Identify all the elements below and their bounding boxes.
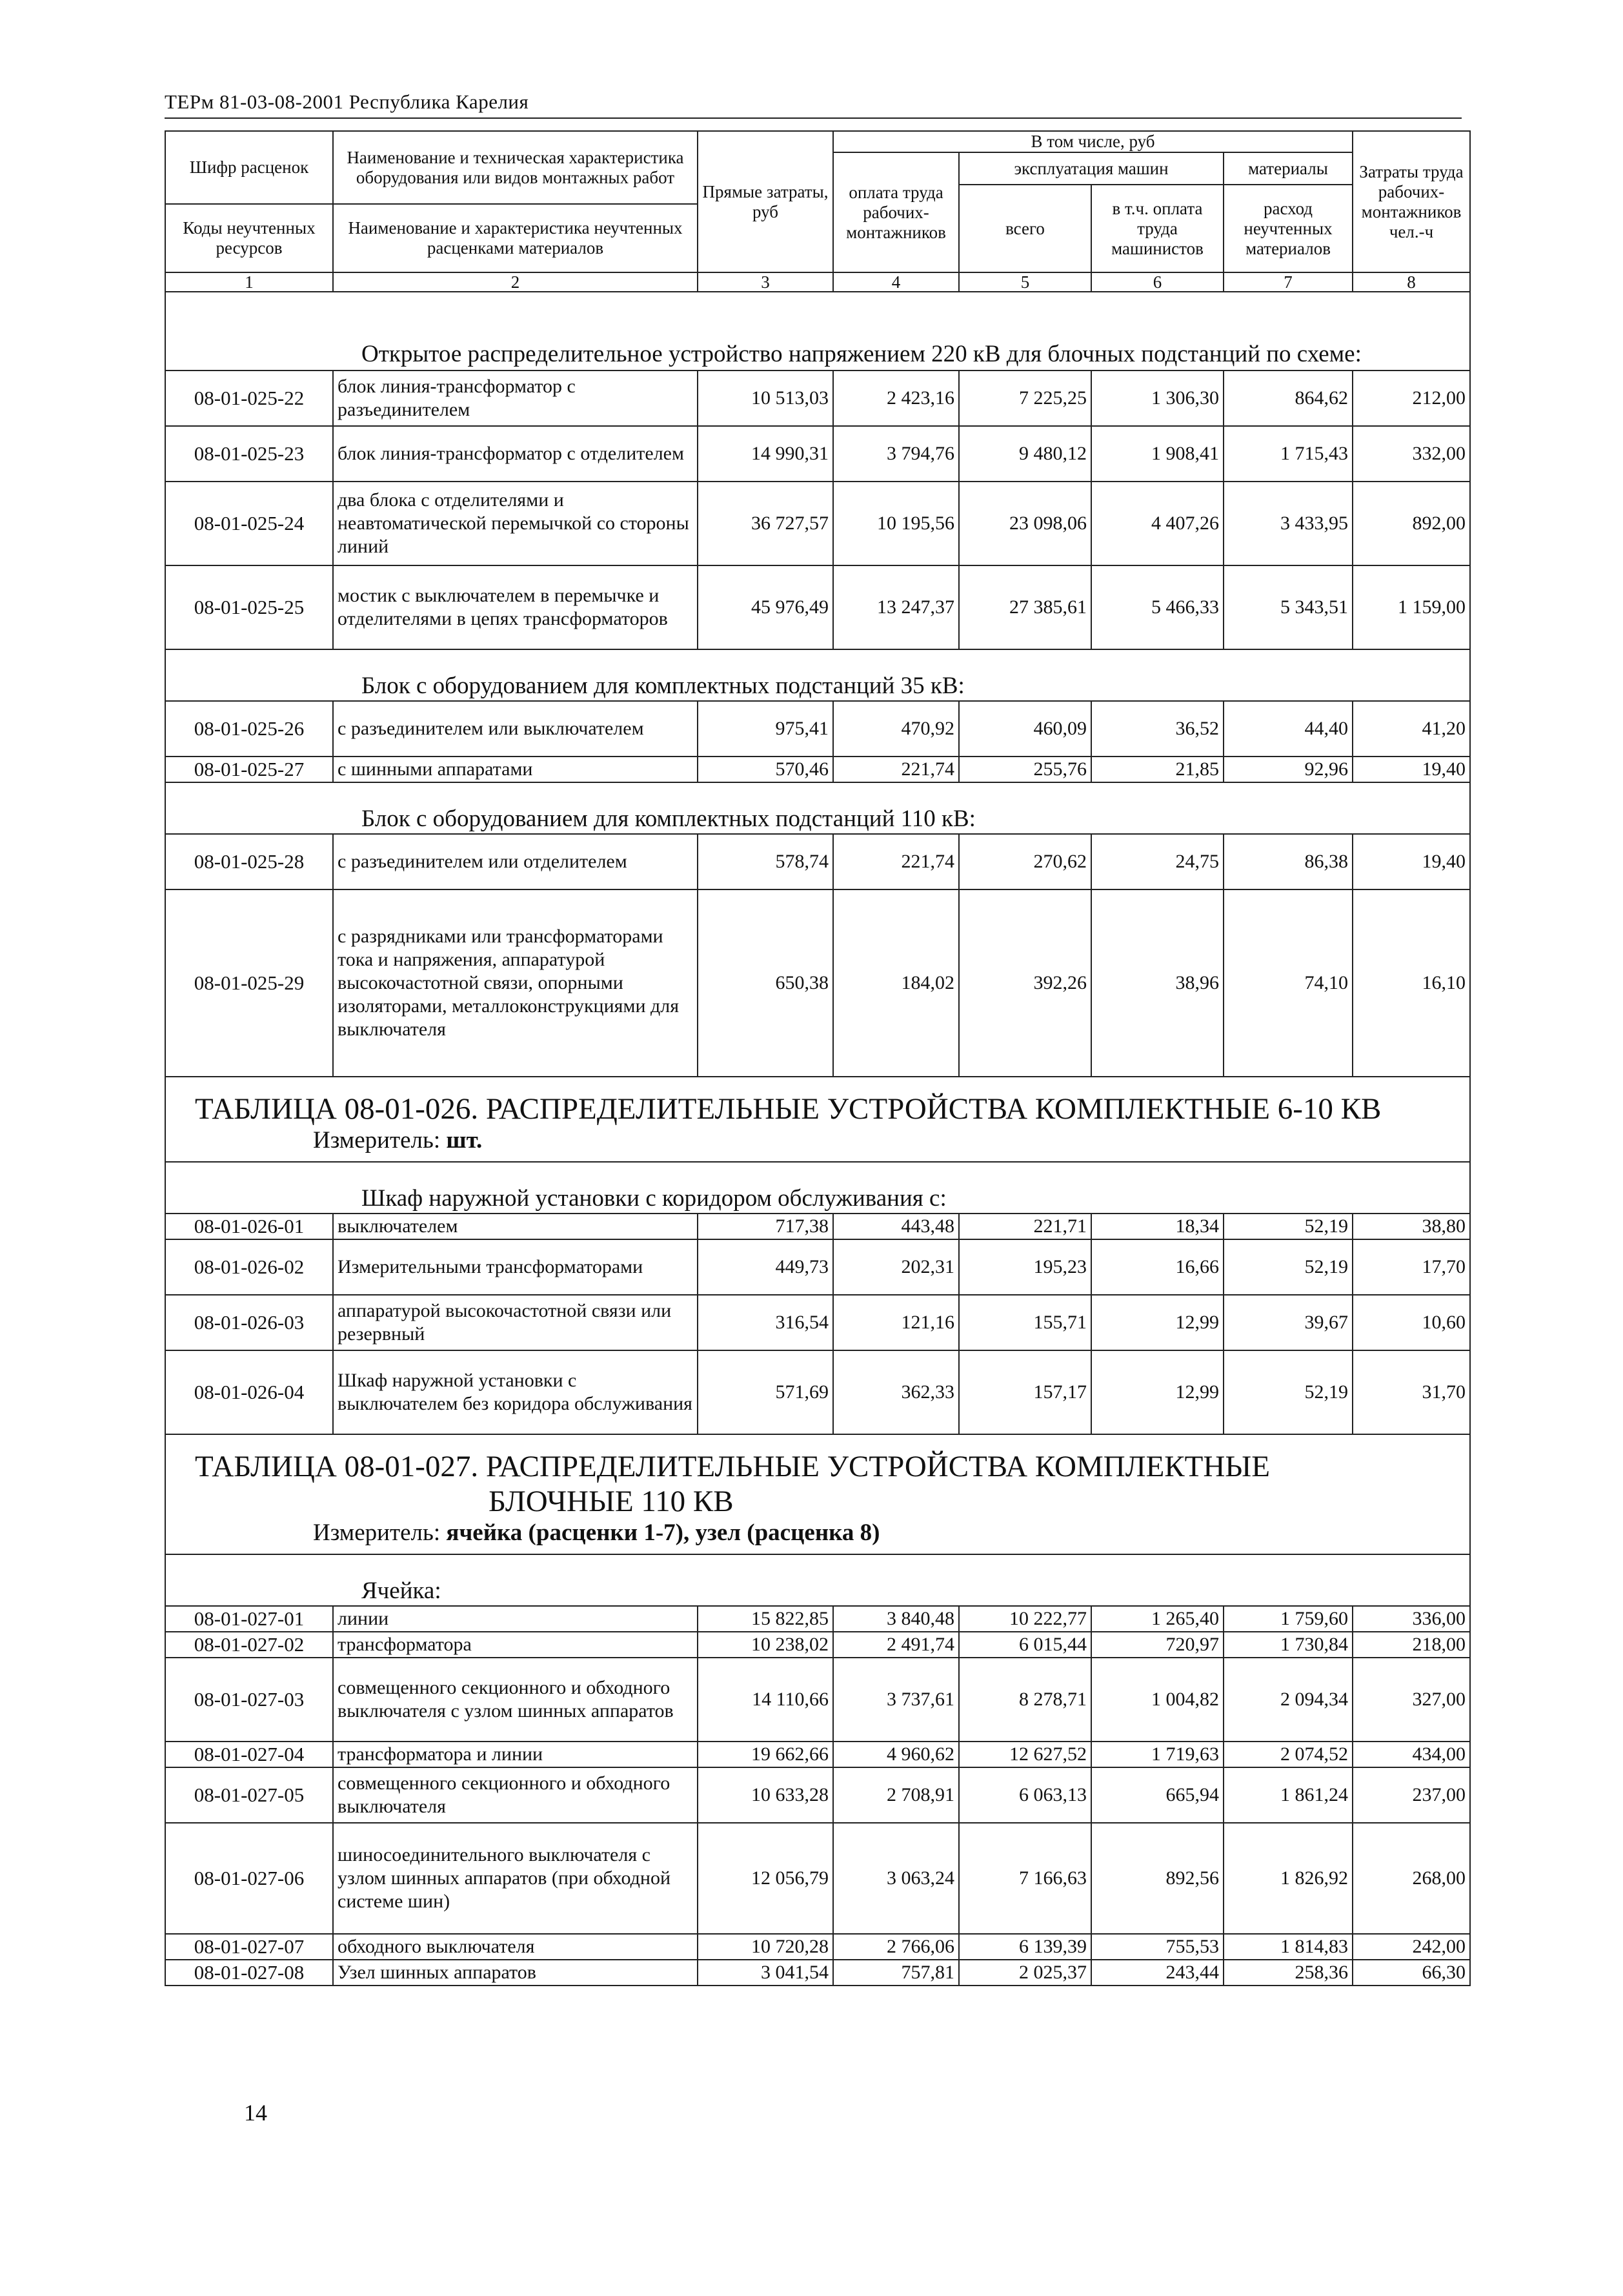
row-machine-labor: 12,99 <box>1091 1295 1224 1350</box>
row-direct: 717,38 <box>698 1214 833 1239</box>
col-header-materials-name: Наименование и характеристика неучтенных расценками материалов <box>333 204 698 272</box>
row-machines: 7 166,63 <box>959 1823 1091 1934</box>
row-hours: 237,00 <box>1353 1767 1470 1823</box>
row-direct: 45 976,49 <box>698 565 833 649</box>
row-hours: 17,70 <box>1353 1239 1470 1295</box>
row-materials: 74,10 <box>1224 889 1353 1077</box>
row-code: 08-01-027-01 <box>165 1606 333 1632</box>
row-direct: 578,74 <box>698 834 833 889</box>
col-number: 8 <box>1353 272 1470 292</box>
row-name: Узел шинных аппаратов <box>333 1960 698 1986</box>
row-labor: 3 840,48 <box>833 1606 959 1632</box>
row-direct: 10 633,28 <box>698 1767 833 1823</box>
section-heading: Ячейка: <box>165 1554 1470 1606</box>
row-direct: 10 513,03 <box>698 371 833 426</box>
row-code: 08-01-027-03 <box>165 1658 333 1742</box>
row-labor: 470,92 <box>833 701 959 757</box>
row-code: 08-01-027-07 <box>165 1934 333 1960</box>
row-code: 08-01-026-04 <box>165 1350 333 1434</box>
row-machines: 460,09 <box>959 701 1091 757</box>
row-machines: 23 098,06 <box>959 482 1091 565</box>
row-machine-labor: 1 265,40 <box>1091 1606 1224 1632</box>
meter-label: Измеритель: <box>313 1127 441 1153</box>
row-machines: 155,71 <box>959 1295 1091 1350</box>
row-labor: 757,81 <box>833 1960 959 1986</box>
row-machines: 27 385,61 <box>959 565 1091 649</box>
table-027-title-line-1: ТАБЛИЦА 08-01-027. РАСПРЕДЕЛИТЕЛЬНЫЕ УСТРОЙСТВА КОМПЛЕКТНЫЕ <box>165 1434 1470 1484</box>
row-direct: 19 662,66 <box>698 1742 833 1767</box>
row-direct: 10 720,28 <box>698 1934 833 1960</box>
row-materials: 2 094,34 <box>1224 1658 1353 1742</box>
row-code: 08-01-027-04 <box>165 1742 333 1767</box>
row-hours: 242,00 <box>1353 1934 1470 1960</box>
row-name: мостик с выключателем в перемычке и отделителями в цепях трансформаторов <box>333 565 698 649</box>
row-direct: 570,46 <box>698 757 833 782</box>
meter-value: ячейка (расценки 1-7), узел (расценка 8) <box>446 1519 880 1546</box>
row-materials: 39,67 <box>1224 1295 1353 1350</box>
row-direct: 12 056,79 <box>698 1823 833 1934</box>
page-number: 14 <box>244 2100 267 2126</box>
row-direct: 15 822,85 <box>698 1606 833 1632</box>
row-direct: 3 041,54 <box>698 1960 833 1986</box>
row-name: Шкаф наружной установки с выключателем без коридора обслуживания <box>333 1350 698 1434</box>
row-machines: 10 222,77 <box>959 1606 1091 1632</box>
col-header-mach-total: всего <box>959 185 1091 272</box>
row-labor: 2 423,16 <box>833 371 959 426</box>
row-code: 08-01-025-23 <box>165 426 333 482</box>
col-header-group: В том числе, руб <box>833 131 1353 152</box>
row-name: шиносоединительного выключателя с узлом шинных аппаратов (при обходной системе шин) <box>333 1823 698 1934</box>
row-materials: 3 433,95 <box>1224 482 1353 565</box>
row-hours: 218,00 <box>1353 1632 1470 1658</box>
row-machine-labor: 755,53 <box>1091 1934 1224 1960</box>
row-machines: 8 278,71 <box>959 1658 1091 1742</box>
row-labor: 443,48 <box>833 1214 959 1239</box>
row-machines: 6 015,44 <box>959 1632 1091 1658</box>
row-labor: 3 737,61 <box>833 1658 959 1742</box>
row-hours: 327,00 <box>1353 1658 1470 1742</box>
row-code: 08-01-025-25 <box>165 565 333 649</box>
row-name: с разъединителем или отделителем <box>333 834 698 889</box>
row-materials: 1 826,92 <box>1224 1823 1353 1934</box>
row-name: два блока с отделителями и неавтоматической перемычкой со стороны линий <box>333 482 698 565</box>
row-name: совмещенного секционного и обходного выключателя <box>333 1767 698 1823</box>
row-machines: 9 480,12 <box>959 426 1091 482</box>
row-machine-labor: 720,97 <box>1091 1632 1224 1658</box>
section-heading: Блок с оборудованием для комплектных подстанций 35 кВ: <box>165 649 1470 701</box>
row-materials: 1 759,60 <box>1224 1606 1353 1632</box>
row-code: 08-01-026-02 <box>165 1239 333 1295</box>
col-header-labor: оплата труда рабочих-монтажников <box>833 152 959 272</box>
row-code: 08-01-027-02 <box>165 1632 333 1658</box>
col-number: 6 <box>1091 272 1224 292</box>
row-labor: 202,31 <box>833 1239 959 1295</box>
row-hours: 268,00 <box>1353 1823 1470 1934</box>
row-code: 08-01-026-03 <box>165 1295 333 1350</box>
row-machines: 157,17 <box>959 1350 1091 1434</box>
row-machine-labor: 5 466,33 <box>1091 565 1224 649</box>
row-labor: 3 794,76 <box>833 426 959 482</box>
row-hours: 19,40 <box>1353 757 1470 782</box>
row-hours: 332,00 <box>1353 426 1470 482</box>
section-heading: Блок с оборудованием для комплектных подстанций 110 кВ: <box>165 782 1470 834</box>
row-code: 08-01-025-22 <box>165 371 333 426</box>
row-code: 08-01-027-06 <box>165 1823 333 1934</box>
row-direct: 316,54 <box>698 1295 833 1350</box>
row-machines: 221,71 <box>959 1214 1091 1239</box>
row-materials: 2 074,52 <box>1224 1742 1353 1767</box>
meter-label: Измеритель: <box>313 1519 441 1546</box>
table-027-meter <box>165 1519 1470 1554</box>
row-code: 08-01-025-24 <box>165 482 333 565</box>
row-name: совмещенного секционного и обходного выключателя с узлом шинных аппаратов <box>333 1658 698 1742</box>
row-machine-labor: 1 306,30 <box>1091 371 1224 426</box>
col-header-direct: Прямые затраты, руб <box>698 131 833 272</box>
table-026-meter <box>165 1126 1470 1162</box>
row-hours: 19,40 <box>1353 834 1470 889</box>
row-code: 08-01-027-05 <box>165 1767 333 1823</box>
row-labor: 184,02 <box>833 889 959 1077</box>
row-hours: 66,30 <box>1353 1960 1470 1986</box>
row-name: Измерительными трансформаторами <box>333 1239 698 1295</box>
col-header-mach-labor: в т.ч. оплата труда машинистов <box>1091 185 1224 272</box>
col-number: 3 <box>698 272 833 292</box>
row-hours: 1 159,00 <box>1353 565 1470 649</box>
row-name: с разъединителем или выключателем <box>333 701 698 757</box>
row-hours: 212,00 <box>1353 371 1470 426</box>
row-name: блок линия-трансформатор с отделителем <box>333 426 698 482</box>
table-026-title: ТАБЛИЦА 08-01-026. РАСПРЕДЕЛИТЕЛЬНЫЕ УСТРОЙСТВА КОМПЛЕКТНЫЕ 6-10 КВ <box>165 1077 1470 1126</box>
row-code: 08-01-025-27 <box>165 757 333 782</box>
row-hours: 434,00 <box>1353 1742 1470 1767</box>
row-labor: 13 247,37 <box>833 565 959 649</box>
row-materials: 52,19 <box>1224 1214 1353 1239</box>
row-machine-labor: 24,75 <box>1091 834 1224 889</box>
row-hours: 10,60 <box>1353 1295 1470 1350</box>
row-machine-labor: 16,66 <box>1091 1239 1224 1295</box>
row-labor: 221,74 <box>833 757 959 782</box>
row-name: линии <box>333 1606 698 1632</box>
row-direct: 14 110,66 <box>698 1658 833 1742</box>
col-number: 1 <box>165 272 333 292</box>
row-materials: 86,38 <box>1224 834 1353 889</box>
row-machines: 12 627,52 <box>959 1742 1091 1767</box>
row-name: обходного выключателя <box>333 1934 698 1960</box>
col-header-materials-cost: расход неучтенных материалов <box>1224 185 1353 272</box>
row-machines: 2 025,37 <box>959 1960 1091 1986</box>
row-labor: 362,33 <box>833 1350 959 1434</box>
row-materials: 864,62 <box>1224 371 1353 426</box>
row-labor: 2 766,06 <box>833 1934 959 1960</box>
row-materials: 1 730,84 <box>1224 1632 1353 1658</box>
col-header-materials: материалы <box>1224 152 1353 185</box>
row-materials: 52,19 <box>1224 1239 1353 1295</box>
col-number: 7 <box>1224 272 1353 292</box>
row-machine-labor: 1 908,41 <box>1091 426 1224 482</box>
row-materials: 52,19 <box>1224 1350 1353 1434</box>
row-machines: 270,62 <box>959 834 1091 889</box>
row-machine-labor: 892,56 <box>1091 1823 1224 1934</box>
row-machines: 392,26 <box>959 889 1091 1077</box>
row-machine-labor: 665,94 <box>1091 1767 1224 1823</box>
row-code: 08-01-025-29 <box>165 889 333 1077</box>
row-direct: 571,69 <box>698 1350 833 1434</box>
row-labor: 2 708,91 <box>833 1767 959 1823</box>
row-direct: 449,73 <box>698 1239 833 1295</box>
row-machine-labor: 4 407,26 <box>1091 482 1224 565</box>
row-hours: 41,20 <box>1353 701 1470 757</box>
row-materials: 1 715,43 <box>1224 426 1353 482</box>
col-header-name: Наименование и техническая характеристика оборудования или видов монтажных работ <box>333 131 698 204</box>
table-027-title-line-2: БЛОЧНЫЕ 110 КВ <box>165 1484 1470 1519</box>
row-code: 08-01-025-26 <box>165 701 333 757</box>
row-code: 08-01-026-01 <box>165 1214 333 1239</box>
row-labor: 3 063,24 <box>833 1823 959 1934</box>
row-materials: 5 343,51 <box>1224 565 1353 649</box>
col-header-code: Шифр расценок <box>165 131 333 204</box>
meter-value: шт. <box>446 1127 483 1153</box>
row-labor: 121,16 <box>833 1295 959 1350</box>
row-hours: 892,00 <box>1353 482 1470 565</box>
row-machine-labor: 18,34 <box>1091 1214 1224 1239</box>
rates-table <box>165 130 1471 1986</box>
row-direct: 650,38 <box>698 889 833 1077</box>
row-labor: 10 195,56 <box>833 482 959 565</box>
row-name: с шинными аппаратами <box>333 757 698 782</box>
row-machines: 6 063,13 <box>959 1767 1091 1823</box>
col-header-hours: Затраты труда рабочих-монтажников чел.-ч <box>1353 131 1470 272</box>
row-hours: 16,10 <box>1353 889 1470 1077</box>
row-machine-labor: 21,85 <box>1091 757 1224 782</box>
section-heading: Открытое распределительное устройство напряжением 220 кВ для блочных подстанций по схеме: <box>165 292 1470 371</box>
row-machines: 7 225,25 <box>959 371 1091 426</box>
row-direct: 36 727,57 <box>698 482 833 565</box>
row-labor: 4 960,62 <box>833 1742 959 1767</box>
header-rule <box>165 117 1462 119</box>
row-materials: 1 814,83 <box>1224 1934 1353 1960</box>
row-labor: 2 491,74 <box>833 1632 959 1658</box>
col-number: 4 <box>833 272 959 292</box>
row-labor: 221,74 <box>833 834 959 889</box>
col-header-resource-codes: Коды неучтенных ресурсов <box>165 204 333 272</box>
row-code: 08-01-025-28 <box>165 834 333 889</box>
row-materials: 44,40 <box>1224 701 1353 757</box>
row-machines: 195,23 <box>959 1239 1091 1295</box>
row-machine-labor: 12,99 <box>1091 1350 1224 1434</box>
row-hours: 38,80 <box>1353 1214 1470 1239</box>
row-materials: 258,36 <box>1224 1960 1353 1986</box>
row-materials: 1 861,24 <box>1224 1767 1353 1823</box>
row-machine-labor: 1 719,63 <box>1091 1742 1224 1767</box>
row-name: блок линия-трансформатор с разъединителем <box>333 371 698 426</box>
col-number: 5 <box>959 272 1091 292</box>
row-name: аппаратурой высокочастотной связи или резервный <box>333 1295 698 1350</box>
row-name: выключателем <box>333 1214 698 1239</box>
row-name: трансформатора <box>333 1632 698 1658</box>
row-machine-labor: 243,44 <box>1091 1960 1224 1986</box>
row-machines: 6 139,39 <box>959 1934 1091 1960</box>
row-direct: 14 990,31 <box>698 426 833 482</box>
row-materials: 92,96 <box>1224 757 1353 782</box>
col-number: 2 <box>333 272 698 292</box>
row-direct: 975,41 <box>698 701 833 757</box>
row-name: с разрядниками или трансформаторами тока и напряжения, аппаратурой высокочастотной связи, опорными изоляторами, металлоконструкциями для выключателя <box>333 889 698 1077</box>
row-machine-labor: 38,96 <box>1091 889 1224 1077</box>
row-name: трансформатора и линии <box>333 1742 698 1767</box>
page-header: ТЕРм 81-03-08-2001 Республика Карелия <box>165 90 529 113</box>
col-header-machines: эксплуатация машин <box>959 152 1224 185</box>
row-machine-labor: 1 004,82 <box>1091 1658 1224 1742</box>
row-machine-labor: 36,52 <box>1091 701 1224 757</box>
row-hours: 31,70 <box>1353 1350 1470 1434</box>
row-hours: 336,00 <box>1353 1606 1470 1632</box>
row-machines: 255,76 <box>959 757 1091 782</box>
row-code: 08-01-027-08 <box>165 1960 333 1986</box>
row-direct: 10 238,02 <box>698 1632 833 1658</box>
section-heading: Шкаф наружной установки с коридором обслуживания с: <box>165 1162 1470 1214</box>
